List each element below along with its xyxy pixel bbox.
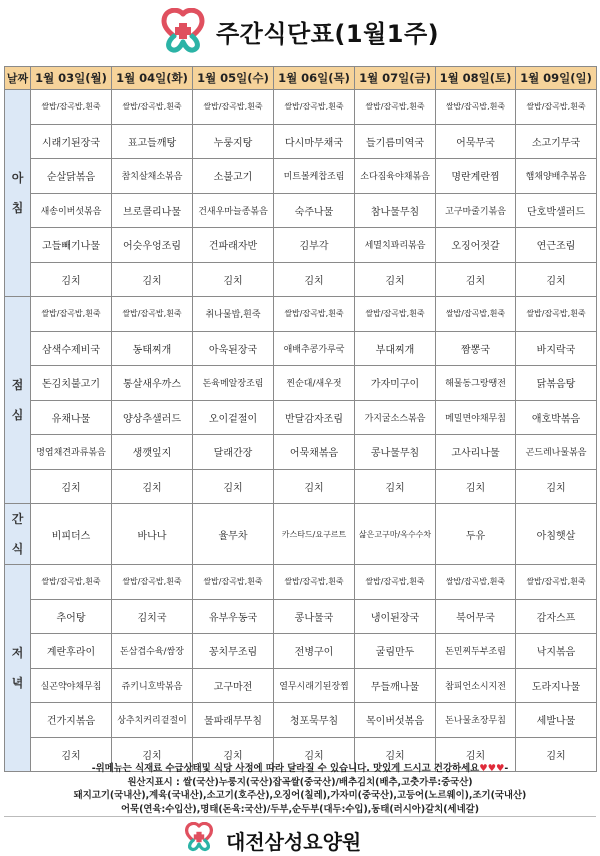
menu-item: 물파래무무침 bbox=[193, 703, 274, 738]
menu-item: 김치 bbox=[193, 469, 274, 504]
menu-item: 쌀밥/잡곡밥,흰죽 bbox=[436, 90, 516, 125]
menu-item: 소다짐육야채볶음 bbox=[355, 159, 436, 194]
menu-item: 김치 bbox=[193, 737, 274, 772]
menu-item: 김치 bbox=[516, 262, 597, 297]
meal-row bbox=[5, 400, 597, 435]
menu-item: 쌀밥/잡곡밥,흰죽 bbox=[112, 565, 193, 600]
menu-table bbox=[4, 66, 597, 772]
menu-item: 쌀밥/잡곡밥,흰죽 bbox=[31, 565, 112, 600]
menu-item: 김치 bbox=[436, 262, 516, 297]
menu-item: 전병구이 bbox=[274, 634, 355, 669]
menu-item: 고사리나물 bbox=[436, 435, 516, 470]
meal-label-char: 점 bbox=[11, 378, 24, 392]
menu-item: 김치 bbox=[31, 469, 112, 504]
menu-item: 김치 bbox=[355, 469, 436, 504]
menu-item: 오징어젓갈 bbox=[436, 228, 516, 263]
menu-item: 세발나물 bbox=[516, 703, 597, 738]
menu-item: 유부우동국 bbox=[193, 599, 274, 634]
menu-item: 김치 bbox=[112, 737, 193, 772]
menu-item: 쌀밥/잡곡밥,흰죽 bbox=[355, 90, 436, 125]
menu-item: 쌀밥/잡곡밥,흰죽 bbox=[31, 297, 112, 332]
menu-item: 상추치커리겉절이 bbox=[112, 703, 193, 738]
meal-row bbox=[5, 634, 597, 669]
day-header: 1월 03일(월) bbox=[31, 67, 112, 90]
menu-item: 단호박샐러드 bbox=[516, 193, 597, 228]
origin-line: 원산지표시 : 쌀(국산)누룽지(국산)잡곡쌀(중국산)/배추김치(배추,고춧가루:중국산) bbox=[127, 776, 473, 788]
menu-item: 김치 bbox=[274, 262, 355, 297]
menu-item: 쌀밥/잡곡밥,흰죽 bbox=[274, 297, 355, 332]
menu-item: 어묵채볶음 bbox=[274, 435, 355, 470]
menu-item: 세멸치꽈리볶음 bbox=[355, 228, 436, 263]
menu-item: 율무차 bbox=[193, 504, 274, 565]
day-header: 1월 06일(목) bbox=[274, 67, 355, 90]
notice-text: -위메뉴는 식재료 수급상태및 식당 사정에 따라 달라질 수 있습니다. 맛있게 드시고 건강하세요 bbox=[91, 763, 480, 774]
menu-item: 무들깨나물 bbox=[355, 668, 436, 703]
menu-item: 목이버섯볶음 bbox=[355, 703, 436, 738]
menu-item: 햄채양배추볶음 bbox=[516, 159, 597, 194]
menu-item: 해물동그랑땡전 bbox=[436, 366, 516, 401]
heart-icon: ♥♥♥ bbox=[479, 763, 505, 774]
menu-item: 김치 bbox=[112, 469, 193, 504]
meal-label-char: 심 bbox=[11, 408, 24, 422]
menu-item: 계란후라이 bbox=[31, 634, 112, 669]
meal-row bbox=[5, 228, 597, 263]
menu-item: 쥬키니호박볶음 bbox=[112, 668, 193, 703]
meal-label-char: 녁 bbox=[11, 676, 24, 690]
menu-item: 유채나물 bbox=[31, 400, 112, 435]
menu-item: 고구마전 bbox=[193, 668, 274, 703]
menu-item: 김치 bbox=[516, 469, 597, 504]
menu-item: 쌀밥/잡곡밥,흰죽 bbox=[516, 565, 597, 600]
origin-line: 돼지고기(국내산),계육(국내산),소고기(호주산),오징어(칠레),가자미(중국산),고등어(노르웨이),조기(국내산) bbox=[73, 790, 527, 801]
menu-item: 오이겉절이 bbox=[193, 400, 274, 435]
menu-item: 돈김치불고기 bbox=[31, 366, 112, 401]
menu-item: 애호박볶음 bbox=[516, 400, 597, 435]
menu-item: 생깻잎지 bbox=[112, 435, 193, 470]
menu-item: 들기름미역국 bbox=[355, 124, 436, 159]
menu-item: 도라지나물 bbox=[516, 668, 597, 703]
menu-item: 숙주나물 bbox=[274, 193, 355, 228]
meal-label-char: 저 bbox=[11, 646, 24, 660]
menu-item: 가자미구이 bbox=[355, 366, 436, 401]
menu-item: 돈육메알장조림 bbox=[193, 366, 274, 401]
menu-item: 김치 bbox=[193, 262, 274, 297]
menu-item: 삼색수제비국 bbox=[31, 331, 112, 366]
menu-item: 참나물무침 bbox=[355, 193, 436, 228]
menu-item: 양상추샐러드 bbox=[112, 400, 193, 435]
menu-item: 참치살채소볶음 bbox=[112, 159, 193, 194]
meal-row bbox=[5, 668, 597, 703]
day-header: 1월 04일(화) bbox=[112, 67, 193, 90]
menu-item: 감자스프 bbox=[516, 599, 597, 634]
menu-item: 건파래자반 bbox=[193, 228, 274, 263]
notice bbox=[0, 762, 600, 816]
menu-item: 추어탕 bbox=[31, 599, 112, 634]
menu-item: 명엽채견과류볶음 bbox=[31, 435, 112, 470]
meal-row bbox=[5, 297, 597, 332]
header bbox=[0, 0, 600, 66]
menu-item: 표고들깨탕 bbox=[112, 124, 193, 159]
menu-item: 콩나물국 bbox=[274, 599, 355, 634]
meal-row bbox=[5, 469, 597, 504]
menu-item: 명란계란찜 bbox=[436, 159, 516, 194]
meal-label-dinner bbox=[5, 565, 31, 772]
menu-item: 김치 bbox=[516, 737, 597, 772]
menu-item: 김치 bbox=[31, 737, 112, 772]
meal-row bbox=[5, 599, 597, 634]
menu-item: 열무시래기된장찜 bbox=[274, 668, 355, 703]
origin-line: 어묵(연육:수입산),명태(돈육:국산)/두부,순두부(대두:수입),동태(러시아)갈치(세네갈) bbox=[120, 803, 479, 815]
menu-item: 김치 bbox=[436, 469, 516, 504]
meal-label-breakfast bbox=[5, 90, 31, 297]
meal-row bbox=[5, 262, 597, 297]
menu-item: 김치 bbox=[274, 737, 355, 772]
meal-row bbox=[5, 331, 597, 366]
menu-item: 닭볶음탕 bbox=[516, 366, 597, 401]
menu-item: 쌀밥/잡곡밥,흰죽 bbox=[436, 565, 516, 600]
menu-item: 짬뽕국 bbox=[436, 331, 516, 366]
menu-item: 쌀밥/잡곡밥,흰죽 bbox=[112, 90, 193, 125]
date-header-label: 날짜 bbox=[5, 67, 31, 90]
organization-name: 대전삼성요양원 bbox=[226, 830, 362, 854]
heart-cross-logo-icon bbox=[160, 8, 206, 54]
menu-item: 바나나 bbox=[112, 504, 193, 565]
menu-item: 김치 bbox=[112, 262, 193, 297]
menu-item: 어묵무국 bbox=[436, 124, 516, 159]
menu-item: 부대찌개 bbox=[355, 331, 436, 366]
menu-item: 비피더스 bbox=[31, 504, 112, 565]
menu-item: 김치 bbox=[436, 737, 516, 772]
menu-item: 통살새우까스 bbox=[112, 366, 193, 401]
menu-item: 어슷우엉조림 bbox=[112, 228, 193, 263]
menu-item: 쌀밥/잡곡밥,흰죽 bbox=[355, 297, 436, 332]
meal-row bbox=[5, 159, 597, 194]
meal-label-char: 간 bbox=[11, 512, 24, 526]
menu-item: 쌀밥/잡곡밥,흰죽 bbox=[112, 297, 193, 332]
menu-item: 미트볼케찹조림 bbox=[274, 159, 355, 194]
menu-item: 굴림만두 bbox=[355, 634, 436, 669]
menu-item: 참피언소시지전 bbox=[436, 668, 516, 703]
meal-row bbox=[5, 435, 597, 470]
page-title: 주간식단표(1월1주) bbox=[216, 20, 440, 48]
menu-item: 김치 bbox=[355, 262, 436, 297]
menu-item: 가지굴소스볶음 bbox=[355, 400, 436, 435]
menu-item: 아욱된장국 bbox=[193, 331, 274, 366]
menu-item: 김부각 bbox=[274, 228, 355, 263]
meal-row bbox=[5, 366, 597, 401]
menu-item: 쌀밥/잡곡밥,흰죽 bbox=[516, 90, 597, 125]
menu-item: 소불고기 bbox=[193, 159, 274, 194]
meal-label-char: 침 bbox=[11, 201, 24, 215]
menu-item: 낙지볶음 bbox=[516, 634, 597, 669]
menu-item: 돈민찌두부조림 bbox=[436, 634, 516, 669]
menu-item: 삶은고구마/옥수수차 bbox=[355, 504, 436, 565]
menu-item: 쌀밥/잡곡밥,흰죽 bbox=[516, 297, 597, 332]
menu-item: 김치국 bbox=[112, 599, 193, 634]
day-header: 1월 07일(금) bbox=[355, 67, 436, 90]
menu-item: 아침햇살 bbox=[516, 504, 597, 565]
menu-item: 고구마줄기볶음 bbox=[436, 193, 516, 228]
day-header: 1월 09일(일) bbox=[516, 67, 597, 90]
meal-row bbox=[5, 703, 597, 738]
menu-item: 북어무국 bbox=[436, 599, 516, 634]
menu-item: 건새우마늘종볶음 bbox=[193, 193, 274, 228]
snack-row bbox=[5, 504, 597, 565]
menu-item: 곤드레나물볶음 bbox=[516, 435, 597, 470]
heart-cross-logo-icon bbox=[182, 822, 216, 852]
menu-item: 고들빼기나물 bbox=[31, 228, 112, 263]
menu-item: 김치 bbox=[274, 469, 355, 504]
menu-item: 두유 bbox=[436, 504, 516, 565]
footer-divider bbox=[4, 816, 596, 817]
menu-item: 취나물밥,흰죽 bbox=[193, 297, 274, 332]
menu-item: 다시마무채국 bbox=[274, 124, 355, 159]
menu-item: 카스타드/요구르트 bbox=[274, 504, 355, 565]
menu-item: 쌀밥/잡곡밥,흰죽 bbox=[436, 297, 516, 332]
meal-label-snack bbox=[5, 504, 31, 565]
notice-line bbox=[0, 762, 600, 776]
menu-item: 애배추콩가루국 bbox=[274, 331, 355, 366]
menu-item: 쌀밥/잡곡밥,흰죽 bbox=[274, 565, 355, 600]
menu-item: 동태찌개 bbox=[112, 331, 193, 366]
menu-item: 쌀밥/잡곡밥,흰죽 bbox=[31, 90, 112, 125]
menu-item: 꽁치무조림 bbox=[193, 634, 274, 669]
menu-item: 메밀면야채무침 bbox=[436, 400, 516, 435]
menu-item: 브로콜리나물 bbox=[112, 193, 193, 228]
menu-item: 바지락국 bbox=[516, 331, 597, 366]
menu-item: 쌀밥/잡곡밥,흰죽 bbox=[193, 90, 274, 125]
header-row bbox=[5, 67, 597, 90]
menu-item: 콩나물무침 bbox=[355, 435, 436, 470]
menu-item: 김치 bbox=[355, 737, 436, 772]
menu-item: 시래기된장국 bbox=[31, 124, 112, 159]
menu-item: 순살닭볶음 bbox=[31, 159, 112, 194]
day-header: 1월 08일(토) bbox=[436, 67, 516, 90]
menu-item: 달래간장 bbox=[193, 435, 274, 470]
menu-item: 쌀밥/잡곡밥,흰죽 bbox=[274, 90, 355, 125]
menu-item: 실곤약야채무침 bbox=[31, 668, 112, 703]
menu-item: 청포묵무침 bbox=[274, 703, 355, 738]
menu-item: 쌀밥/잡곡밥,흰죽 bbox=[193, 565, 274, 600]
menu-item: 쌀밥/잡곡밥,흰죽 bbox=[355, 565, 436, 600]
meal-row bbox=[5, 193, 597, 228]
menu-item: 누룽지탕 bbox=[193, 124, 274, 159]
menu-item: 새송이버섯볶음 bbox=[31, 193, 112, 228]
meal-label-char: 식 bbox=[11, 542, 24, 556]
menu-item: 연근조림 bbox=[516, 228, 597, 263]
menu-item: 냉이된장국 bbox=[355, 599, 436, 634]
menu-item: 소고기무국 bbox=[516, 124, 597, 159]
menu-item: 찐순대/새우젓 bbox=[274, 366, 355, 401]
meal-row bbox=[5, 90, 597, 125]
meal-row bbox=[5, 124, 597, 159]
menu-item: 반달감자조림 bbox=[274, 400, 355, 435]
meal-label-char: 아 bbox=[11, 171, 24, 185]
day-header: 1월 05일(수) bbox=[193, 67, 274, 90]
meal-row bbox=[5, 565, 597, 600]
menu-item: 돈나물초장무침 bbox=[436, 703, 516, 738]
menu-item: 돈삼겹수육/쌈장 bbox=[112, 634, 193, 669]
menu-item: 건가지볶음 bbox=[31, 703, 112, 738]
notice-text-end: - bbox=[504, 763, 509, 774]
menu-item: 김치 bbox=[31, 262, 112, 297]
meal-label-lunch bbox=[5, 297, 31, 504]
